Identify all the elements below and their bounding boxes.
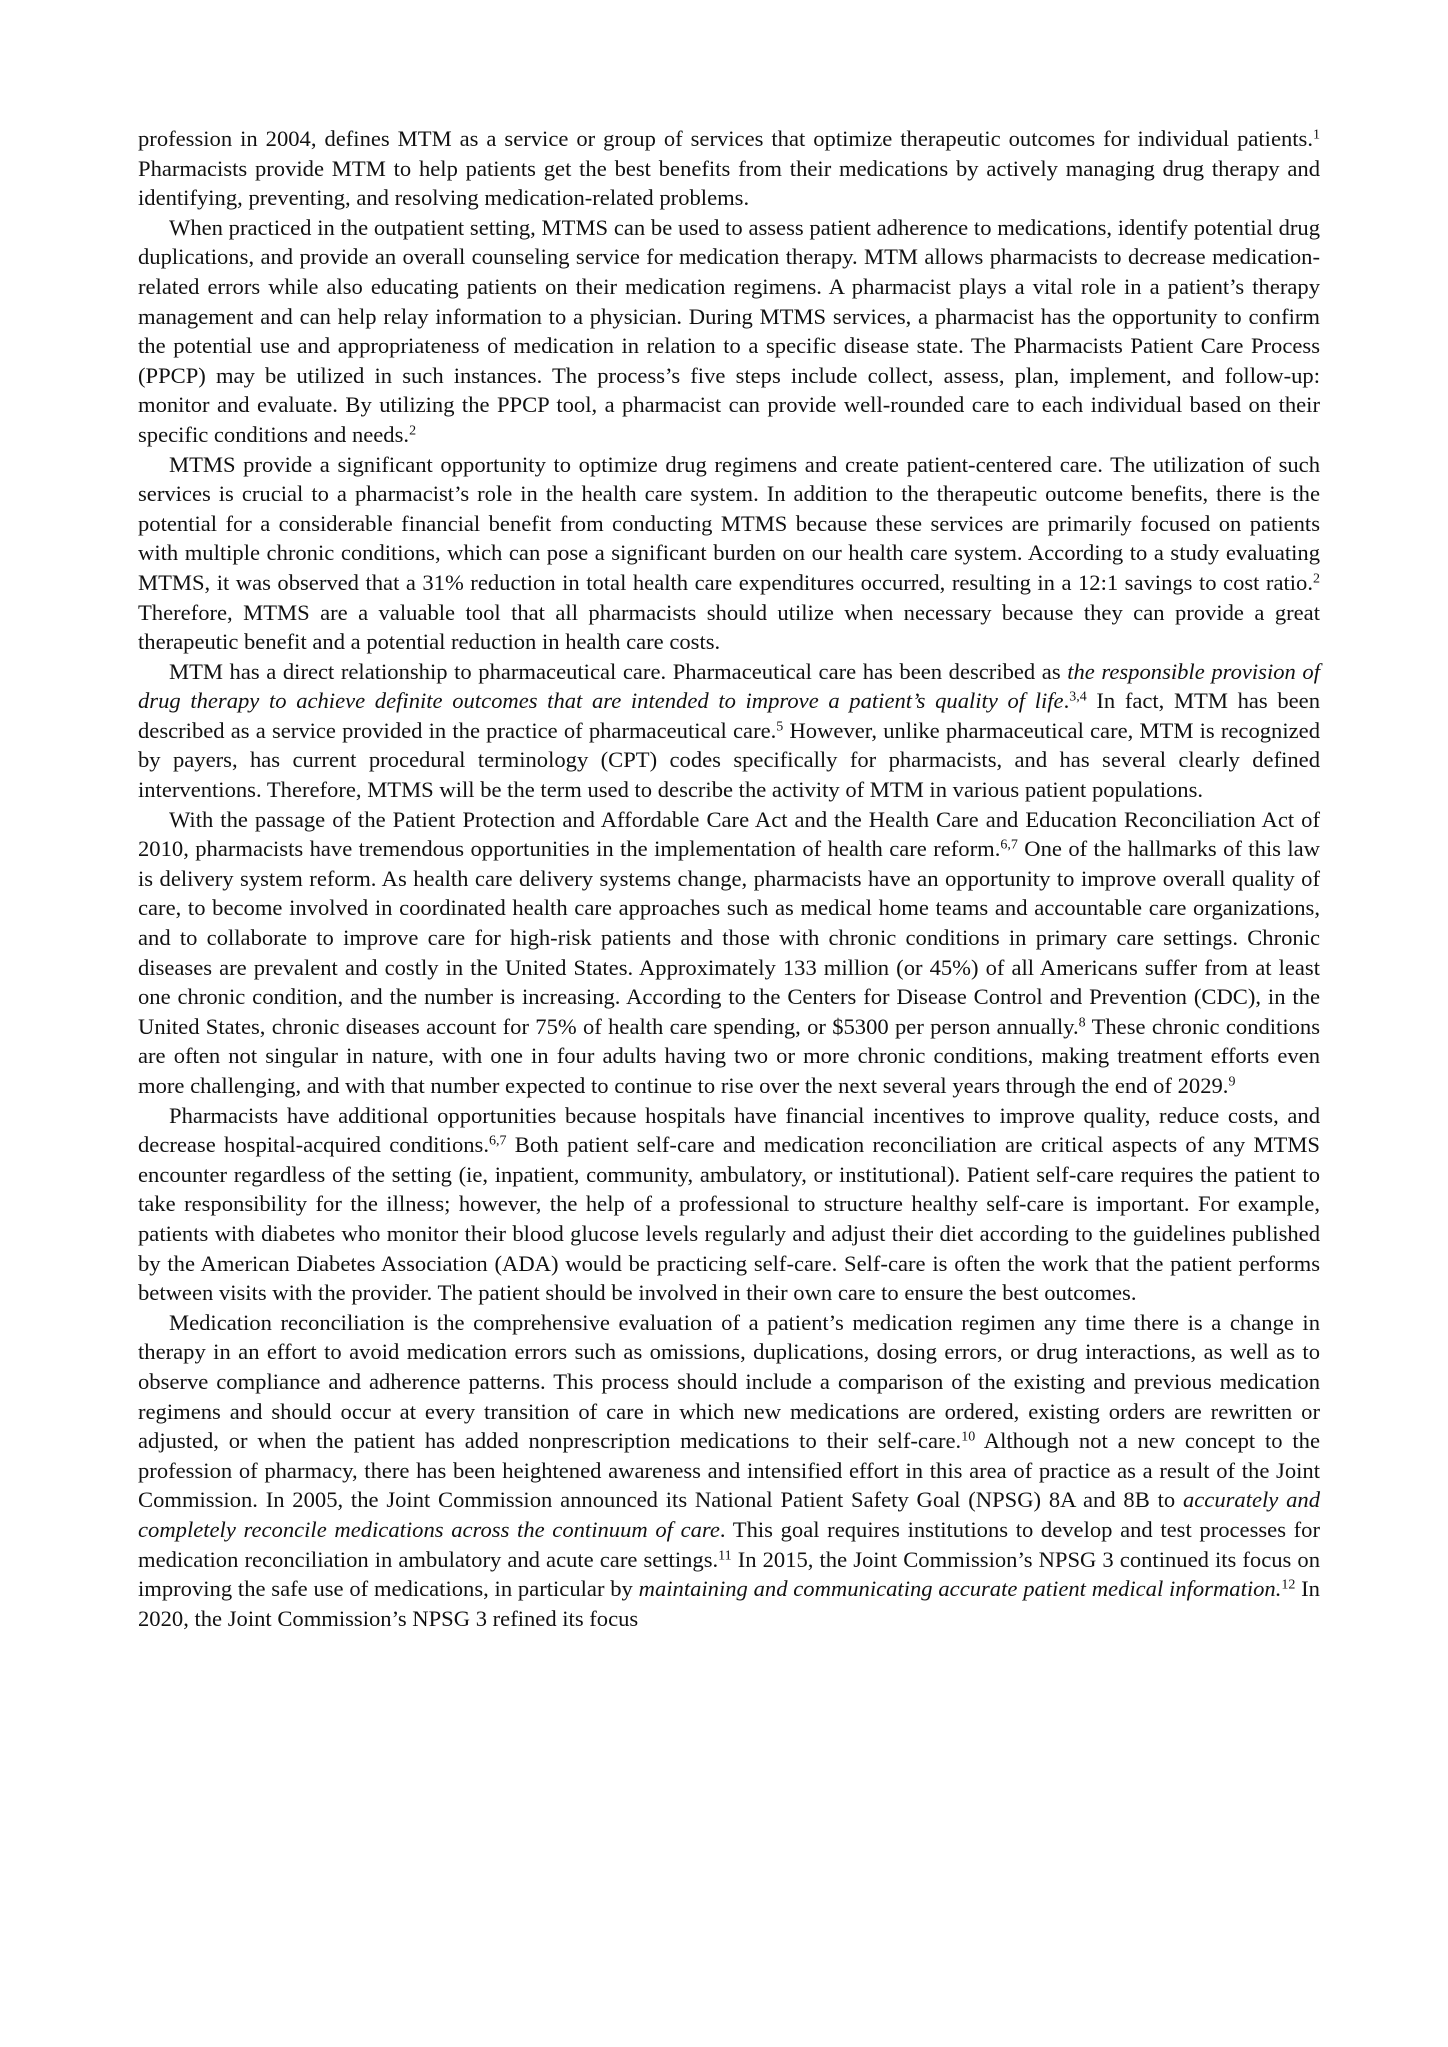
paragraph-text: MTM has a direct relationship to pharmaceutical care. Pharmaceutical care has been described as [169, 658, 1068, 684]
citation-superscript: 12 [1281, 1577, 1296, 1593]
paragraph-text: Although not a new concept to the profession of pharmacy, there has been heightened awareness and intensified effort in this area of practice as a result of the Joint Commission. In 2005, the Joint Commission announced its National Patient Safety Goal (NPSG) 8A and 8B to [138, 1428, 1320, 1513]
paragraph-text: These chronic conditions are often not singular in nature, with one in four adults having two or more chronic conditions, making treatment efforts even more challenging, and with that number expected to continue to rise over the next several years through the end of 2029. [138, 1013, 1320, 1098]
citation-superscript: 6,7 [1000, 837, 1018, 853]
body-paragraph [138, 213, 1320, 450]
paragraph-text: However, unlike pharmaceutical care, MTM is recognized by payers, has current procedural terminology (CPT) codes specifically for pharmacists, and has several clearly defined interventions. Therefore, MTMS will be the term used to describe the activity of MTM in various patient populations. [138, 717, 1320, 803]
italic-quote: accurately and completely reconcile medications across the continuum of care [138, 1487, 1321, 1542]
paragraph-text: When practiced in the outpatient setting, MTMS can be used to assess patient adherence to medications, identify potential drug duplications, and provide an overall counseling service for medication therapy. MTM allows pharmacists to decrease medication-related errors while also educating patients on their medication regimens. A pharmacist plays a vital role in a patient’s therapy management and can help relay information to a physician. During MTMS services, a pharmacist has the opportunity to confirm the potential use and appropriateness of medication in relation to a specific disease state. The Pharmacists Patient Care Process (PPCP) may be utilized in such instances. The process’s five steps include collect, assess, plan, implement, and follow-up: monitor and evaluate. By utilizing the PPCP tool, a pharmacist can provide well-rounded care to each individual based on their specific conditions and needs. [138, 214, 1320, 447]
body-paragraph [138, 450, 1320, 657]
body-paragraph [138, 657, 1320, 805]
paragraph-text: . [1063, 688, 1070, 714]
paragraph-text: Therefore, MTMS are a valuable tool that all pharmacists should utilize when necessary because they can provide a great therapeutic benefit and a potential reduction in health care costs. [138, 599, 1320, 655]
body-paragraph [138, 1308, 1320, 1634]
paragraph-text: Both patient self-care and medication reconciliation are critical aspects of any MTMS encounter regardless of the setting (ie, inpatient, community, ambulatory, or institutional). Patient self-care requires the patient to take responsibility for the illness; however, the help of a professional to structure healthy self-care is important. For example, patients with diabetes who monitor their blood glucose levels regularly and adjust their diet according to the guidelines published by the American Diabetes Association (ADA) would be practicing self-care. Self-care is often the work that the patient performs between visits with the provider. The patient should be involved in their own care to ensure the best outcomes. [138, 1132, 1320, 1306]
citation-superscript: 6,7 [488, 1133, 507, 1149]
body-paragraph [138, 124, 1320, 213]
citation-superscript: 11 [718, 1547, 732, 1563]
italic-quote: the responsible provision of drug therapy to achieve definite outcomes that are intended to improve a patient’s quality of life [138, 658, 1320, 714]
paragraph-text: In fact, MTM has been described as a service provided in the practice of pharmaceutical care. [138, 688, 1320, 743]
body-paragraph [138, 1101, 1320, 1308]
paragraph-text: Pharmacists provide MTM to help patients get the best benefits from their medications by actively managing drug therapy and identifying, preventing, and resolving medication-related problems. [138, 155, 1320, 211]
citation-superscript: 8 [1078, 1015, 1086, 1031]
citation-superscript: 2 [409, 423, 417, 439]
paragraph-text: With the passage of the Patient Protection and Affordable Care Act and the Health Care and Education Reconciliation Act of 2010, pharmacists have tremendous opportunities in the implementation of health care reform. [138, 806, 1320, 862]
body-paragraph [138, 805, 1320, 1101]
citation-superscript: 1 [1313, 127, 1320, 143]
paragraph-text: In 2015, the Joint Commission’s NPSG 3 continued its focus on improving the safe use of medications, in particular by [138, 1546, 1320, 1602]
italic-quote: maintaining and communicating accurate patient medical information. [638, 1576, 1282, 1602]
paragraph-text: One of the hallmarks of this law is delivery system reform. As health care delivery systems change, pharmacists have an opportunity to improve overall quality of care, to become involved in coordinated health care approaches such as medical home teams and accountable care organizations, and to collaborate to improve care for high-risk patients and those with chronic conditions in primary care settings. Chronic diseases are prevalent and costly in the United States. Approximately 133 million (or 45%) of all Americans suffer from at least one chronic condition, and the number is increasing. According to the Centers for Disease Control and Prevention (CDC), in the United States, chronic diseases account for 75% of health care spending, or $5300 per person annually. [138, 836, 1320, 1039]
citation-superscript: 9 [1228, 1074, 1236, 1090]
paragraph-text: Pharmacists have additional opportunities because hospitals have financial incentives to improve quality, reduce costs, and decrease hospital-acquired conditions. [138, 1102, 1320, 1158]
paragraph-text: . This goal requires institutions to develop and test processes for medication reconciliation in ambulatory and acute care settings. [138, 1516, 1320, 1572]
citation-superscript: 2 [1313, 571, 1320, 587]
citation-superscript: 3,4 [1069, 689, 1087, 705]
paragraph-text: In 2020, the Joint Commission’s NPSG 3 refined its focus [138, 1576, 1320, 1631]
citation-superscript: 10 [961, 1429, 976, 1445]
citation-superscript: 5 [776, 719, 784, 735]
document-page [138, 124, 1320, 1633]
paragraph-text: profession in 2004, defines MTM as a service or group of services that optimize therapeutic outcomes for individual patients. [138, 126, 1313, 151]
paragraph-text: Medication reconciliation is the comprehensive evaluation of a patient’s medication regimen any time there is a change in therapy in an effort to avoid medication errors such as omissions, duplications, dosing errors, or drug interactions, as well as to observe compliance and adherence patterns. This process should include a comparison of the existing and previous medication regimens and should occur at every transition of care in which new medications are ordered, existing orders are rewritten or adjusted, or when the patient has added nonprescription medications to their self-care. [138, 1309, 1320, 1454]
paragraph-text: MTMS provide a significant opportunity to optimize drug regimens and create patient-centered care. The utilization of such services is crucial to a pharmacist’s role in the health care system. In addition to the therapeutic outcome benefits, there is the potential for a considerable financial benefit from conducting MTMS because these services are primarily focused on patients with multiple chronic conditions, which can pose a significant burden on our health care system. According to a study evaluating MTMS, it was observed that a 31% reduction in total health care expenditures occurred, resulting in a 12:1 savings to cost ratio. [138, 451, 1320, 595]
